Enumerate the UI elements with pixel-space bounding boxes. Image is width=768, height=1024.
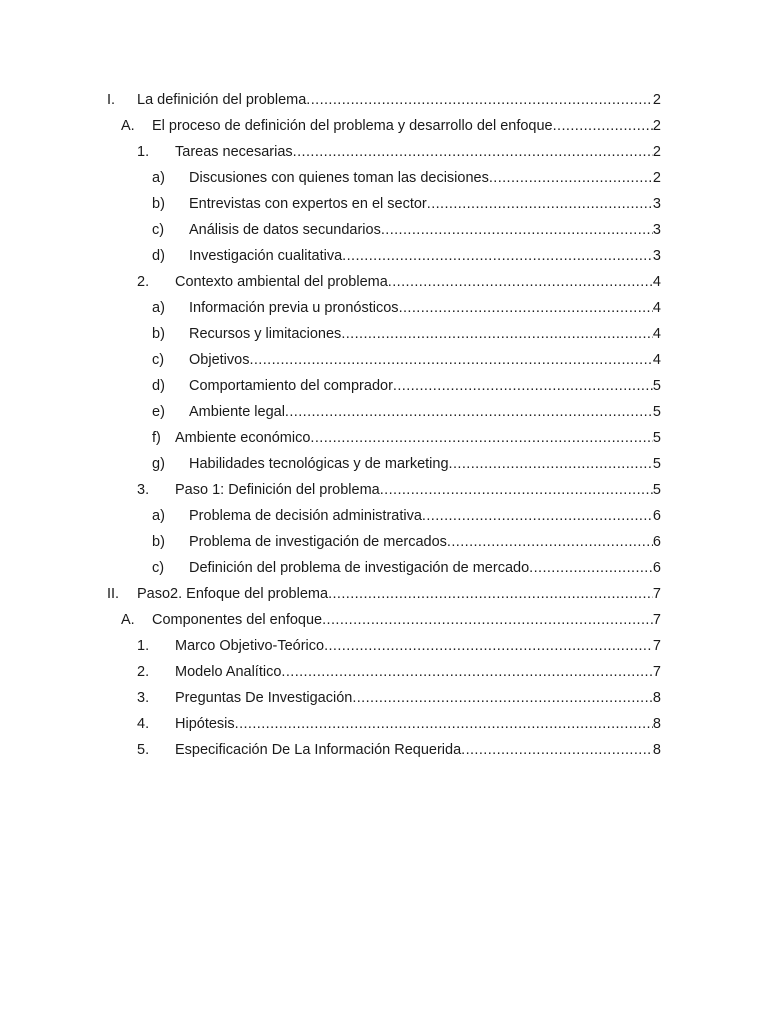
toc-entry-page: 8 <box>652 742 661 758</box>
toc-dot-leader <box>489 165 653 191</box>
toc-entry-title: Preguntas De Investigación <box>175 690 353 706</box>
toc-entry-title: Marco Objetivo-Teórico <box>175 638 325 654</box>
toc-entry-page: 7 <box>652 586 661 602</box>
toc-entry-number: 5. <box>137 742 150 758</box>
toc-entry-page: 6 <box>652 508 661 524</box>
toc-entry-page: 5 <box>652 404 661 420</box>
toc-dot-leader <box>281 659 653 685</box>
toc-entry-title: Paso 1: Definición del problema <box>175 482 380 498</box>
toc-entry-title: Modelo Analítico <box>175 664 282 680</box>
toc-dot-leader <box>352 685 653 711</box>
toc-entry-page: 5 <box>652 378 661 394</box>
toc-entry-title: Problema de decisión administrativa <box>189 508 422 524</box>
toc-dot-leader <box>381 217 653 243</box>
toc-entry-page: 5 <box>652 482 661 498</box>
toc-entry[interactable] <box>0 295 768 321</box>
toc-entry-page: 2 <box>652 118 661 134</box>
toc-dot-leader <box>393 373 653 399</box>
toc-entry[interactable] <box>0 191 768 217</box>
toc-entry-number: 3. <box>137 690 150 706</box>
toc-entry-number: c) <box>152 222 165 238</box>
toc-entry-page: 8 <box>652 690 661 706</box>
toc-entry-number: b) <box>152 196 165 212</box>
toc-entry-title: Componentes del enfoque <box>152 612 323 628</box>
toc-entry[interactable] <box>0 139 768 165</box>
toc-entry-page: 6 <box>652 560 661 576</box>
toc-entry-page: 7 <box>652 612 661 628</box>
toc-entry-number: 2. <box>137 274 150 290</box>
toc-entry-number: g) <box>152 456 165 472</box>
toc-entry-title: Discusiones con quienes toman las decisiones <box>189 170 489 186</box>
toc-dot-leader <box>529 555 653 581</box>
toc-entry[interactable] <box>0 477 768 503</box>
toc-entry-page: 5 <box>652 456 661 472</box>
toc-entry-title: Información previa u pronósticos <box>189 300 399 316</box>
toc-entry-number: c) <box>152 560 165 576</box>
toc-entry[interactable] <box>0 633 768 659</box>
toc-entry[interactable] <box>0 737 768 763</box>
toc-entry-title: Investigación cualitativa <box>189 248 343 264</box>
toc-entry-number: d) <box>152 248 165 264</box>
toc-entry-number: A. <box>121 612 135 628</box>
toc-entry-number: I. <box>107 92 116 108</box>
toc-entry-title: Ambiente económico <box>175 430 311 446</box>
toc-dot-leader <box>328 581 653 607</box>
toc-entry-title: Hipótesis <box>175 716 235 732</box>
toc-entry[interactable] <box>0 711 768 737</box>
toc-entry-number: b) <box>152 534 165 550</box>
toc-dot-leader <box>380 477 653 503</box>
toc-entry[interactable] <box>0 399 768 425</box>
toc-entry-title: Recursos y limitaciones <box>189 326 342 342</box>
toc-entry[interactable] <box>0 529 768 555</box>
toc-dot-leader <box>341 321 653 347</box>
toc-entry-number: 2. <box>137 664 150 680</box>
toc-entry-number: a) <box>152 170 165 186</box>
toc-entry-page: 4 <box>652 326 661 342</box>
toc-entry-number: e) <box>152 404 165 420</box>
toc-entry-number: 3. <box>137 482 150 498</box>
toc-entry-title: El proceso de definición del problema y desarrollo del enfoque <box>152 118 553 134</box>
toc-entry-title: Ambiente legal <box>189 404 285 420</box>
toc-dot-leader <box>310 425 653 451</box>
toc-entry[interactable] <box>0 165 768 191</box>
toc-entry-page: 2 <box>652 170 661 186</box>
toc-entry-page: 7 <box>652 664 661 680</box>
toc-entry-number: a) <box>152 508 165 524</box>
toc-dot-leader <box>447 529 653 555</box>
toc-entry-number: c) <box>152 352 165 368</box>
toc-entry-title: Objetivos <box>189 352 250 368</box>
toc-entry[interactable] <box>0 659 768 685</box>
toc-dot-leader <box>285 399 653 425</box>
toc-entry-number: a) <box>152 300 165 316</box>
toc-dot-leader <box>342 243 653 269</box>
toc-entry-title: Comportamiento del comprador <box>189 378 393 394</box>
toc-entry-page: 6 <box>652 534 661 550</box>
toc-dot-leader <box>388 269 653 295</box>
toc-dot-leader <box>322 607 653 633</box>
toc-dot-leader <box>306 87 653 113</box>
toc-entry-number: II. <box>107 586 120 602</box>
toc-entry-page: 3 <box>652 196 661 212</box>
toc-entry[interactable] <box>0 217 768 243</box>
toc-entry-page: 5 <box>652 430 661 446</box>
toc-dot-leader <box>324 633 653 659</box>
toc-entry[interactable] <box>0 269 768 295</box>
toc-entry[interactable] <box>0 503 768 529</box>
toc-entry-number: 1. <box>137 144 150 160</box>
toc-entry[interactable] <box>0 113 768 139</box>
toc-dot-leader <box>449 451 653 477</box>
toc-entry[interactable] <box>0 685 768 711</box>
toc-dot-leader <box>553 113 653 139</box>
toc-entry[interactable] <box>0 243 768 269</box>
toc-entry-page: 4 <box>652 274 661 290</box>
toc-entry-page: 3 <box>652 248 661 264</box>
toc-entry[interactable] <box>0 555 768 581</box>
toc-entry-title: Definición del problema de investigación de mercado <box>189 560 530 576</box>
toc-entry-page: 3 <box>652 222 661 238</box>
toc-entry-page: 7 <box>652 638 661 654</box>
toc-dot-leader <box>235 711 653 737</box>
toc-entry-number: d) <box>152 378 165 394</box>
toc-dot-leader <box>422 503 653 529</box>
toc-entry-number: 4. <box>137 716 150 732</box>
toc-entry-title: Habilidades tecnológicas y de marketing <box>189 456 449 472</box>
toc-entry[interactable] <box>0 607 768 633</box>
toc-entry[interactable] <box>0 87 768 113</box>
toc-entry[interactable] <box>0 321 768 347</box>
toc-entry-title: Problema de investigación de mercados <box>189 534 447 550</box>
toc-entry-page: 8 <box>652 716 661 732</box>
toc-entry[interactable] <box>0 451 768 477</box>
toc-entry-number: A. <box>121 118 135 134</box>
toc-entry-number: 1. <box>137 638 150 654</box>
toc-entry-title: Análisis de datos secundarios <box>189 222 381 238</box>
toc-entry-number: f) <box>152 430 161 446</box>
toc-dot-leader <box>399 295 653 321</box>
toc-entry-page: 2 <box>652 144 661 160</box>
toc-dot-leader <box>249 347 652 373</box>
toc-entry[interactable] <box>0 425 768 451</box>
toc-entry-title: Tareas necesarias <box>175 144 293 160</box>
toc-entry-number: b) <box>152 326 165 342</box>
toc-entry-page: 2 <box>652 92 661 108</box>
toc-entry-page: 4 <box>652 300 661 316</box>
toc-entry-title: Contexto ambiental del problema <box>175 274 388 290</box>
toc-entry[interactable] <box>0 347 768 373</box>
toc-entry-title: La definición del problema <box>137 92 307 108</box>
toc-entry[interactable] <box>0 581 768 607</box>
toc-dot-leader <box>461 737 653 763</box>
toc-entry-title: Entrevistas con expertos en el sector <box>189 196 427 212</box>
toc-entry[interactable] <box>0 373 768 399</box>
toc-dot-leader <box>293 139 653 165</box>
toc-dot-leader <box>427 191 653 217</box>
toc-entry-page: 4 <box>652 352 661 368</box>
toc-entry-title: Especificación De La Información Requerida <box>175 742 462 758</box>
table-of-contents <box>0 87 768 763</box>
toc-entry-title: Paso2. Enfoque del problema <box>137 586 329 602</box>
